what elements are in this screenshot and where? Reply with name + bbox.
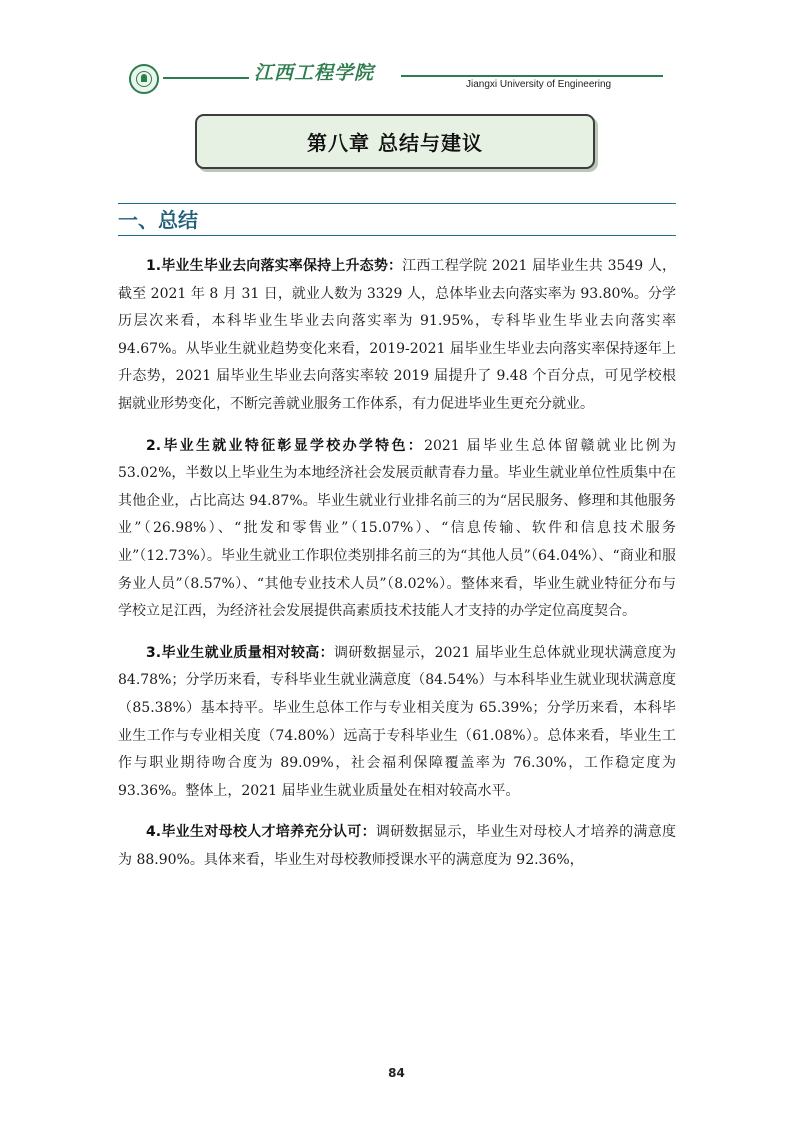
paragraph-3	[118, 640, 676, 806]
paragraph-body: 2021 届毕业生总体留赣就业比例为 53.02%，半数以上毕业生为本地经济社会发展贡献青春力量。毕业生就业单位性质集中在其他企业，占比高达 94.87%。毕业生就业行业排名前三的为“居民服务、修理和其他服务业”（26.98%）、“批发和零售业”（15.07%）、“信息传输、软件和信息技术服务业”（12.73%）。毕业生就业工作职位类别排名前三的为“其他人员”（64.04%）、“商业和服务业人员”（8.57%）、“其他专业技术人员”（8.02%）。整体来看，毕业生就业特征分布与学校立足江西，为经济社会发展提供高素质技术技能人才支持的办学定位高度契合。	[118, 437, 676, 620]
header-divider-left	[163, 77, 249, 79]
section-rule-top	[118, 203, 676, 204]
header-divider-right	[401, 75, 663, 77]
paragraph-body: 江西工程学院 2021 届毕业生共 3549 人，截至 2021 年 8 月 31 日，就业人数为 3329 人，总体毕业去向落实率为 93.80%。分学历层次来看，本科毕业生毕业去向落实率为 91.95%，专科毕业生毕业去向落实率 94.67%。从毕业生就业趋势变化来看，2019-2021 届毕业生毕业去向落实率保持逐年上升态势，2021 届毕业生毕业去向落实率较 2019 届提升了 9.48 个百分点，可见学校根据就业形势变化，不断完善就业服务工作体系，有力促进毕业生更充分就业。	[118, 258, 676, 412]
page-number: 84	[388, 1066, 405, 1080]
paragraph-lead: 4.毕业生对母校人才培养充分认可：	[146, 824, 376, 841]
body-text	[118, 253, 676, 888]
paragraph-body: 调研数据显示，毕业生对母校人才培养的满意度为 88.90%。具体来看，毕业生对母校教师授课水平的满意度为 92.36%，	[118, 824, 676, 868]
section-heading: 一、总结	[118, 208, 198, 232]
university-seal-icon	[129, 64, 159, 94]
school-name-en: Jiangxi University of Engineering	[466, 79, 612, 90]
chapter-title: 第八章 总结与建议	[307, 131, 483, 155]
section-rule-bottom	[118, 235, 676, 236]
school-name-cn: 江西工程学院	[254, 62, 375, 84]
paragraph-4	[118, 819, 676, 874]
chapter-title-box	[195, 114, 595, 169]
paragraph-lead: 3.毕业生就业质量相对较高：	[146, 644, 334, 661]
paragraph-body: 调研数据显示，2021 届毕业生总体就业现状满意度为 84.78%；分学历来看，专科毕业生就业满意度（84.54%）与本科毕业生就业现状满意度（85.38%）基本持平。毕业生总体工作与专业相关度为 65.39%；分学历来看，本科毕业生工作与专业相关度（74.80%）远高于专科毕业生（61.08%）。总体来看，毕业生工作与职业期待吻合度为 89.09%，社会福利保障覆盖率为 76.30%，工作稳定度为 93.36%。整体上，2021 届毕业生就业质量处在相对较高水平。	[118, 644, 677, 799]
paragraph-2	[118, 433, 676, 626]
paragraph-1	[118, 253, 676, 419]
page-header	[0, 0, 793, 100]
paragraph-lead: 1.毕业生毕业去向落实率保持上升态势：	[146, 258, 403, 274]
paragraph-lead: 2.毕业生就业特征彰显学校办学特色：	[146, 437, 425, 454]
